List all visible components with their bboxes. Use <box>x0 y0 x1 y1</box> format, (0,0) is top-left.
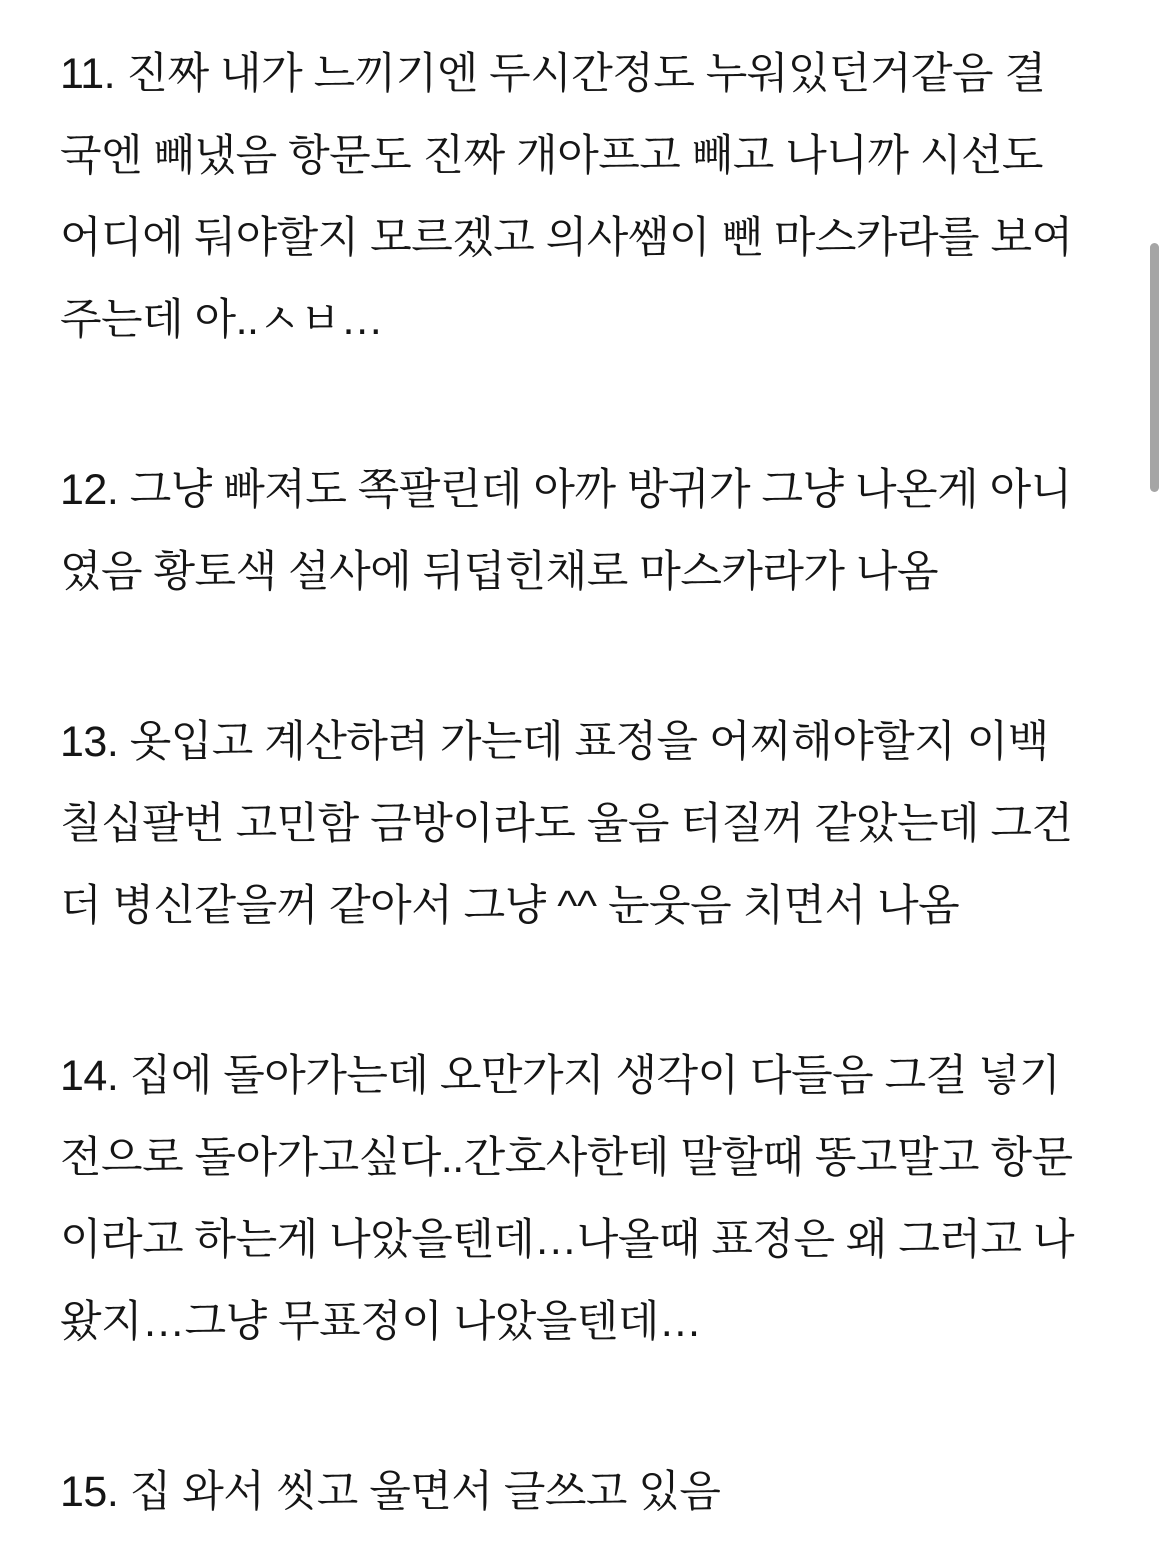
text-line: 더 병신같을꺼 같아서 그냥 ^^ 눈웃음 치면서 나옴 <box>60 882 960 930</box>
text-line: 칠십팔번 고민함 금방이라도 울음 터질꺼 같았는데 그건 <box>60 800 1073 848</box>
post-content <box>60 33 1112 1533</box>
post-paragraph <box>60 1035 1112 1363</box>
text-line: 14. 집에 돌아가는데 오만가지 생각이 다들음 그걸 넣기 <box>60 1052 1061 1100</box>
post-paragraph <box>60 701 1112 947</box>
text-line: 주는데 아..ㅅㅂ… <box>60 296 384 344</box>
post-paragraph <box>60 449 1112 613</box>
text-line: 12. 그냥 빠져도 쪽팔린데 아까 방귀가 그냥 나온게 아니 <box>60 466 1072 514</box>
scrollbar-thumb[interactable] <box>1150 243 1159 492</box>
post-paragraph <box>60 33 1112 361</box>
post-paragraph <box>60 1451 1112 1533</box>
text-line: 11. 진짜 내가 느끼기엔 두시간정도 누워있던거같음 결 <box>60 50 1046 98</box>
text-line: 15. 집 와서 씻고 울면서 글쓰고 있음 <box>60 1468 721 1516</box>
text-line: 왔지…그냥 무표정이 나았을텐데… <box>60 1298 702 1346</box>
text-line: 어디에 둬야할지 모르겠고 의사쌤이 뺀 마스카라를 보여 <box>60 214 1073 262</box>
text-line: 이라고 하는게 나았을텐데…나올때 표정은 왜 그러고 나 <box>60 1216 1075 1264</box>
text-line: 였음 황토색 설사에 뒤덥힌채로 마스카라가 나옴 <box>60 548 938 596</box>
text-line: 전으로 돌아가고싶다..간호사한테 말할때 똥고말고 항문 <box>60 1134 1073 1182</box>
paragraph-list <box>60 33 1112 1533</box>
text-line: 13. 옷입고 계산하려 가는데 표정을 어찌해야할지 이백 <box>60 718 1049 766</box>
text-line: 국엔 빼냈음 항문도 진짜 개아프고 빼고 나니까 시선도 <box>60 132 1043 180</box>
